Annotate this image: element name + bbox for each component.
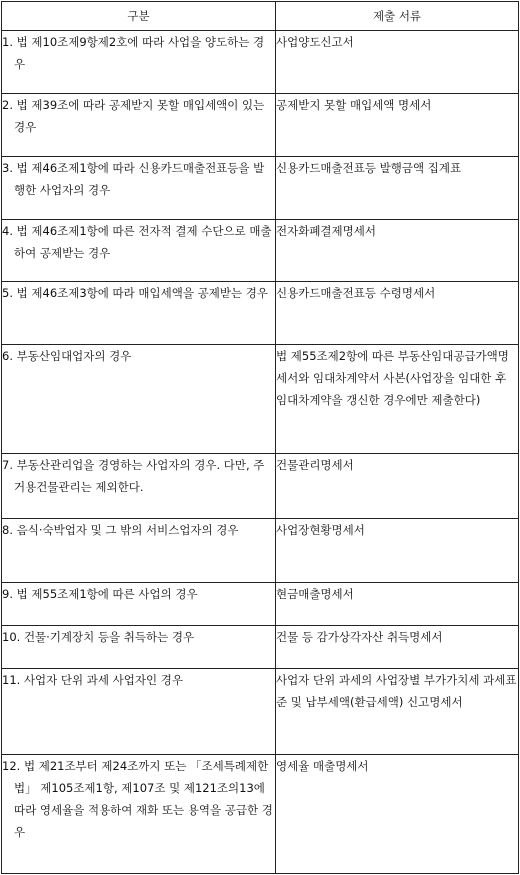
document-cell: 공제받지 못할 매입세액 명세서 <box>276 94 519 157</box>
category-cell <box>2 454 276 519</box>
table-row <box>2 755 519 874</box>
category-cell <box>2 157 276 220</box>
category-text: 12. 법 제21조부터 제24조까지 또는 「조세특례제한법」 제105조제1항, 제107조 및 제121조의13에 따라 영세율을 적용하여 재화 또는 용역을 공급한 경우 <box>2 759 273 839</box>
category-cell <box>2 345 276 454</box>
table-row <box>2 583 519 626</box>
submission-documents-table <box>1 1 519 874</box>
table-row <box>2 220 519 282</box>
category-text: 3. 법 제46조제1항에 따라 신용카드매출전표등을 발행한 사업자의 경우 <box>2 161 265 197</box>
table-row <box>2 519 519 583</box>
category-cell <box>2 31 276 94</box>
table-row <box>2 345 519 454</box>
category-cell <box>2 626 276 669</box>
table-header-row <box>2 2 519 31</box>
document-cell: 사업양도신고서 <box>276 31 519 94</box>
category-cell <box>2 583 276 626</box>
category-text: 9. 법 제55조제1항에 따른 사업의 경우 <box>2 587 198 601</box>
document-cell: 사업자 단위 과세의 사업장별 부가가치세 과세표준 및 납부세액(환급세액) 신고명세서 <box>276 669 519 755</box>
document-cell: 신용카드매출전표등 발행금액 집계표 <box>276 157 519 220</box>
document-cell: 사업장현황명세서 <box>276 519 519 583</box>
table-row <box>2 669 519 755</box>
table-row <box>2 626 519 669</box>
category-cell <box>2 755 276 874</box>
category-cell <box>2 94 276 157</box>
category-text: 1. 법 제10조제9항제2호에 따라 사업을 양도하는 경우 <box>2 35 265 71</box>
document-cell: 법 제55조제2항에 따른 부동산임대공급가액명세서와 임대차계약서 사본(사업장을 임대한 후 임대차계약을 갱신한 경우에만 제출한다) <box>276 345 519 454</box>
document-cell: 영세율 매출명세서 <box>276 755 519 874</box>
category-cell <box>2 519 276 583</box>
table-row <box>2 282 519 345</box>
table-row <box>2 454 519 519</box>
category-text: 6. 부동산임대업자의 경우 <box>2 349 132 363</box>
document-cell: 신용카드매출전표등 수령명세서 <box>276 282 519 345</box>
category-text: 4. 법 제46조제1항에 따른 전자적 결제 수단으로 매출하여 공제받는 경우 <box>2 224 272 260</box>
category-cell <box>2 282 276 345</box>
document-cell: 전자화폐결제명세서 <box>276 220 519 282</box>
document-cell: 건물관리명세서 <box>276 454 519 519</box>
header-category: 구분 <box>2 2 276 31</box>
category-text: 5. 법 제46조제3항에 따라 매입세액을 공제받는 경우 <box>2 286 268 300</box>
table-row <box>2 31 519 94</box>
document-cell: 현금매출명세서 <box>276 583 519 626</box>
category-text: 2. 법 제39조에 따라 공제받지 못할 매입세액이 있는 경우 <box>2 98 265 134</box>
category-text: 11. 사업자 단위 과세 사업자인 경우 <box>2 673 183 687</box>
category-cell <box>2 669 276 755</box>
category-text: 8. 음식·숙박업자 및 그 밖의 서비스업자의 경우 <box>2 523 239 537</box>
document-cell: 건물 등 감가상각자산 취득명세서 <box>276 626 519 669</box>
category-text: 7. 부동산관리업을 경영하는 사업자의 경우. 다만, 주거용건물관리는 제외한다. <box>2 458 265 494</box>
category-cell <box>2 220 276 282</box>
category-text: 10. 건물·기계장치 등을 취득하는 경우 <box>2 630 195 644</box>
table-row <box>2 94 519 157</box>
table-row <box>2 157 519 220</box>
header-documents: 제출 서류 <box>276 2 519 31</box>
